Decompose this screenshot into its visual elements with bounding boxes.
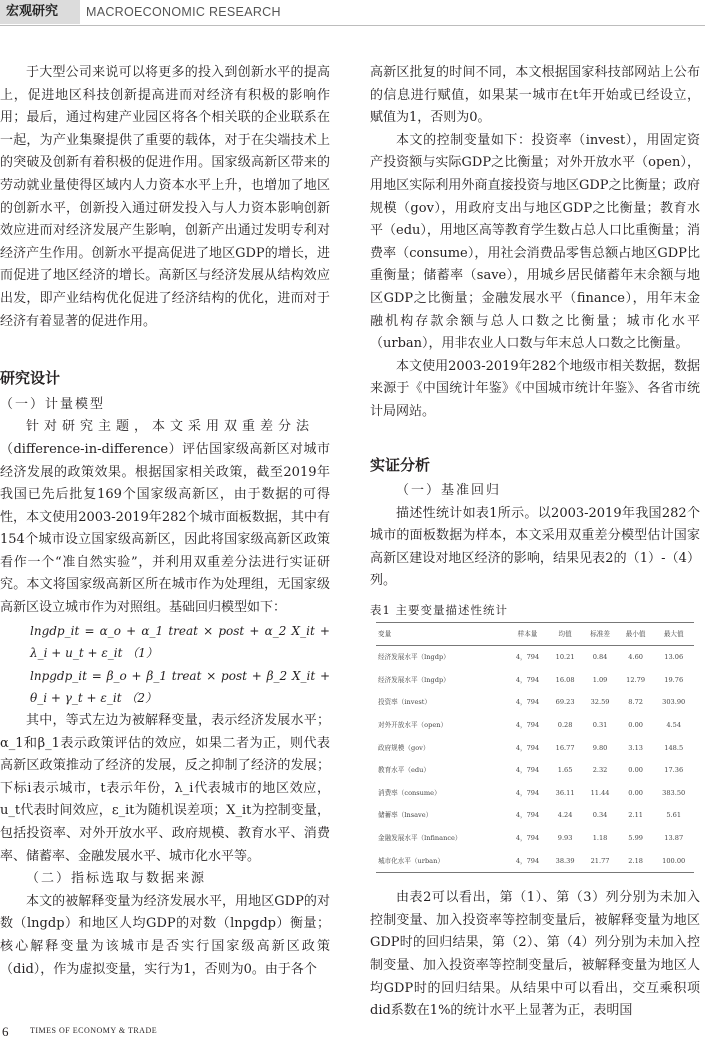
table-cell: 4.24 [557, 811, 573, 820]
table-cell: 32.59 [590, 698, 610, 707]
table-cell: 0.00 [628, 788, 643, 797]
table-cell: 8.72 [628, 698, 643, 707]
page-footer [0, 1024, 705, 1040]
table-cell: 4.60 [628, 653, 643, 662]
table-cell: 9.80 [592, 743, 608, 752]
paragraph: 由表2可以看出，第（1）、第（3）列分别为未加入控制变量、加入投资率等控制变量后，被解释变量为地区GDP时的回归结果，第（2）、第（4）列分别为未加入控制变量、加入投资率等控制变量后，被解释变量为地区人均GDP时的回归结果。从结果中可以看出，交互乘积项did系数在1%的统计水平上显著为正，表明国 [370, 890, 700, 1019]
paragraph: （difference-in-difference）评估国家级高新区对城市经济发展的政策效果。根据国家相关政策，截至2019年我国已先后批复169个国家级高新区，由于数据的可得性，本文使用2003-2019年282个城市面板数据，其中有154个城市设立国家级高新区，因此将国家级高新区政策看作一个“准自然实验”，并利用双重差分法进行实证研究。本文将国家级高新区所在城市作为处理组，无国家级高新区设立城市作为对照组。基础回归模型如下： [0, 441, 330, 616]
table-cell: 4，794 [515, 834, 540, 842]
table-cell: 4，794 [515, 788, 540, 797]
table-cell: 21.77 [582, 850, 618, 873]
variable-name-cell: 投资率（invest） [378, 698, 431, 707]
table-cell: 0.00 [628, 766, 643, 775]
subsection-heading: （一）计量模型 [0, 396, 106, 412]
descriptive-stats-table [376, 622, 694, 874]
table-cell: 2.32 [592, 766, 608, 775]
table-cell: 13.06 [664, 653, 684, 662]
variable-name-cell: 城市化水平（urban） [376, 850, 507, 873]
section-heading: 实证分析 [370, 455, 431, 474]
table-cell: 0.00 [628, 721, 643, 730]
paragraph: 高新区批复的时间不同，本文根据国家科技部网站上公布的信息进行赋值，如果某一城市在t年开始或已经设立，赋值为1，否则为0。 [370, 65, 700, 126]
table-cell: 100.00 [653, 850, 694, 873]
table-header-row [376, 622, 694, 646]
table-cell: 5.61 [666, 811, 682, 820]
table-cell: 17.36 [664, 766, 684, 775]
variable-name-cell: 经济发展水平（lngdp） [378, 653, 450, 662]
subsection-heading: （一）基准回归 [396, 483, 502, 499]
table-row [376, 759, 694, 782]
column-header: 标准差 [582, 622, 618, 646]
table-cell: 2.11 [628, 811, 643, 820]
table-row [376, 691, 694, 714]
table-cell: 12.79 [626, 675, 646, 684]
table-cell: 4，794 [515, 743, 540, 752]
table-row [376, 646, 694, 669]
table-cell: 0.34 [592, 811, 608, 820]
table-cell: 9.93 [557, 834, 573, 842]
table-cell: 4，794 [515, 698, 540, 707]
page-number: 6 [2, 1024, 9, 1039]
table-cell: 13.87 [664, 834, 684, 842]
table-cell: 16.77 [555, 743, 575, 752]
paragraph: 描述性统计如表1所示。以2003-2019年我国282个城市的面板数据为样本，本文采用双重差分模型估计国家高新区建设对地区经济的影响，结果见表2的（1）-（4）列。 [370, 505, 700, 589]
page-header [0, 0, 705, 26]
column-header: 均值 [548, 622, 582, 646]
table-row [376, 737, 694, 760]
table-cell: 19.76 [664, 675, 684, 684]
table-cell: 1.09 [592, 675, 608, 684]
table-row [376, 669, 694, 692]
table-cell: 4，794 [515, 675, 540, 684]
column-header: 最大值 [653, 622, 694, 646]
table-row [376, 782, 694, 805]
table-cell: 5.99 [628, 834, 643, 842]
column-header: 样本量 [507, 622, 548, 646]
table-cell: 4，794 [515, 653, 540, 662]
table-cell: 303.90 [662, 698, 686, 707]
left-column [0, 62, 330, 981]
table-cell: 4.54 [666, 721, 682, 730]
table-cell: 4，794 [507, 850, 548, 873]
variable-name-cell: 教育水平（edu） [378, 766, 430, 775]
variable-name-cell: 政府规模（gov） [378, 743, 430, 752]
table-cell: 3.13 [628, 743, 643, 752]
column-header: 变量 [376, 622, 507, 646]
table-cell: 383.50 [662, 788, 686, 797]
column-header: 最小值 [618, 622, 654, 646]
paragraph-lead: 针对研究主题，本文采用双重差分法 [26, 419, 315, 435]
table-cell: 1.65 [557, 766, 573, 775]
variable-name-cell: 储蓄率（lnsave） [378, 811, 433, 820]
table-cell: 0.28 [557, 721, 573, 730]
table-cell: 69.23 [555, 698, 575, 707]
table-cell: 0.31 [592, 721, 608, 730]
paragraph: 其中，等式左边为被解释变量，表示经济发展水平；α_1和β_1表示政策评估的效应，如果二者为正，则代表高新区政策推动了经济的发展，反之抑制了经济的发展；下标i表示城市，t表示年份，λ_i代表城市的地区效应，u_t代表时间效应，ε_it为随机误差项；X_it为控制变量，包括投资率、对外开放水平、政府规模、教育水平、消费率、储蓄率、金融发展水平、城市化水平等。 [0, 713, 330, 864]
variable-name-cell: 金融发展水平（lnfinance） [378, 834, 462, 842]
section-title-en: MACROECONOMIC RESEARCH [86, 5, 281, 19]
table-cell: 1.18 [592, 834, 608, 842]
table-cell: 36.11 [555, 788, 575, 797]
table-cell: 4，794 [515, 766, 540, 775]
formula-1: lngdp_it = α_o + α_1 treat × post + α_2 X_it + λ_i + u_t + ε_it （1） [30, 623, 330, 661]
table-1 [370, 599, 700, 873]
variable-name-cell: 对外开放水平（open） [378, 721, 448, 730]
table-row [376, 714, 694, 737]
table-row [376, 827, 694, 850]
section-heading: 研究设计 [0, 369, 61, 388]
subsection-heading: （二）指标选取与数据来源 [26, 871, 207, 887]
table-cell: 16.08 [555, 675, 575, 684]
variable-name-cell: 消费率（consume） [378, 788, 441, 797]
table-row [376, 850, 694, 873]
paragraph: 本文的被解释变量为经济发展水平，用地区GDP的对数（lngdp）和地区人均GDP的对数（lnpgdp）衡量；核心解释变量为该城市是否实行国家级高新区政策（did），作为虚拟变量，实行为1，否则为0。由于各个 [0, 893, 330, 977]
right-column [370, 62, 700, 1023]
table-cell: 0.84 [592, 653, 608, 662]
formula-2: lnpgdp_it = β_o + β_1 treat × post + β_2 X_it + θ_i + γ_t + ε_it （2） [30, 668, 330, 706]
table-row [376, 804, 694, 827]
section-tag: 宏观研究 [0, 0, 80, 24]
table-title: 表1 主要变量描述性统计 [370, 603, 508, 618]
table-body [376, 646, 694, 873]
table-cell: 10.21 [555, 653, 575, 662]
table-cell: 4，794 [515, 721, 540, 730]
table-cell: 38.39 [548, 850, 582, 873]
table-cell: 148.5 [664, 743, 684, 752]
paragraph: 于大型公司来说可以将更多的投入到创新水平的提高上，促进地区科技创新提高进而对经济有积极的影响作用；最后，通过构建产业园区将各个相关联的企业联系在一起，为产业集聚提供了重要的载体，对于在尖端技术上的突破及创新有着积极的促进作用。国家级高新区带来的劳动就业量使得区域内人力资本水平上升，也增加了地区的创新水平，创新投入通过研发投入与人力资本影响创新效应进而对经济发展产生影响，创新产出通过发明专利对经济产生作用。创新水平提高促进了地区GDP的增长，进而促进了地区经济的增长。高新区与经济发展从结构效应出发，即产业结构优化促进了经济结构的优化，进而对于经济有着显著的促进作用。 [0, 65, 330, 329]
table-cell: 11.44 [590, 788, 610, 797]
table-cell: 2.18 [618, 850, 654, 873]
variable-name-cell: 经济发展水平（lngdp） [378, 675, 450, 684]
magazine-name: TIMES OF ECONOMY & TRADE [30, 1026, 158, 1035]
table-cell: 4，794 [515, 811, 540, 820]
paragraph: 本文使用2003-2019年282个地级市相关数据，数据来源于《中国统计年鉴》《中国城市统计年鉴》、各省市统计局网站。 [370, 358, 700, 419]
paragraph: 本文的控制变量如下：投资率（invest），用固定资产投资额与实际GDP之比衡量；对外开放水平（open），用地区实际利用外商直接投资与地区GDP之比衡量；政府规模（gov），用政府支出与地区GDP之比衡量；教育水平（edu），用地区高等教育学生数占总人口比重衡量；消费率（consume），用社会消费品零售总额占地区GDP比重衡量；储蓄率（save），用城乡居民储蓄年末余额与地区GDP之比衡量；金融发展水平（finance），用年末金融机构存款余额与总人口数之比衡量；城市化水平（urban），用非农业人口数与年末总人口数之比衡量。 [370, 132, 700, 352]
header-divider [0, 25, 705, 26]
